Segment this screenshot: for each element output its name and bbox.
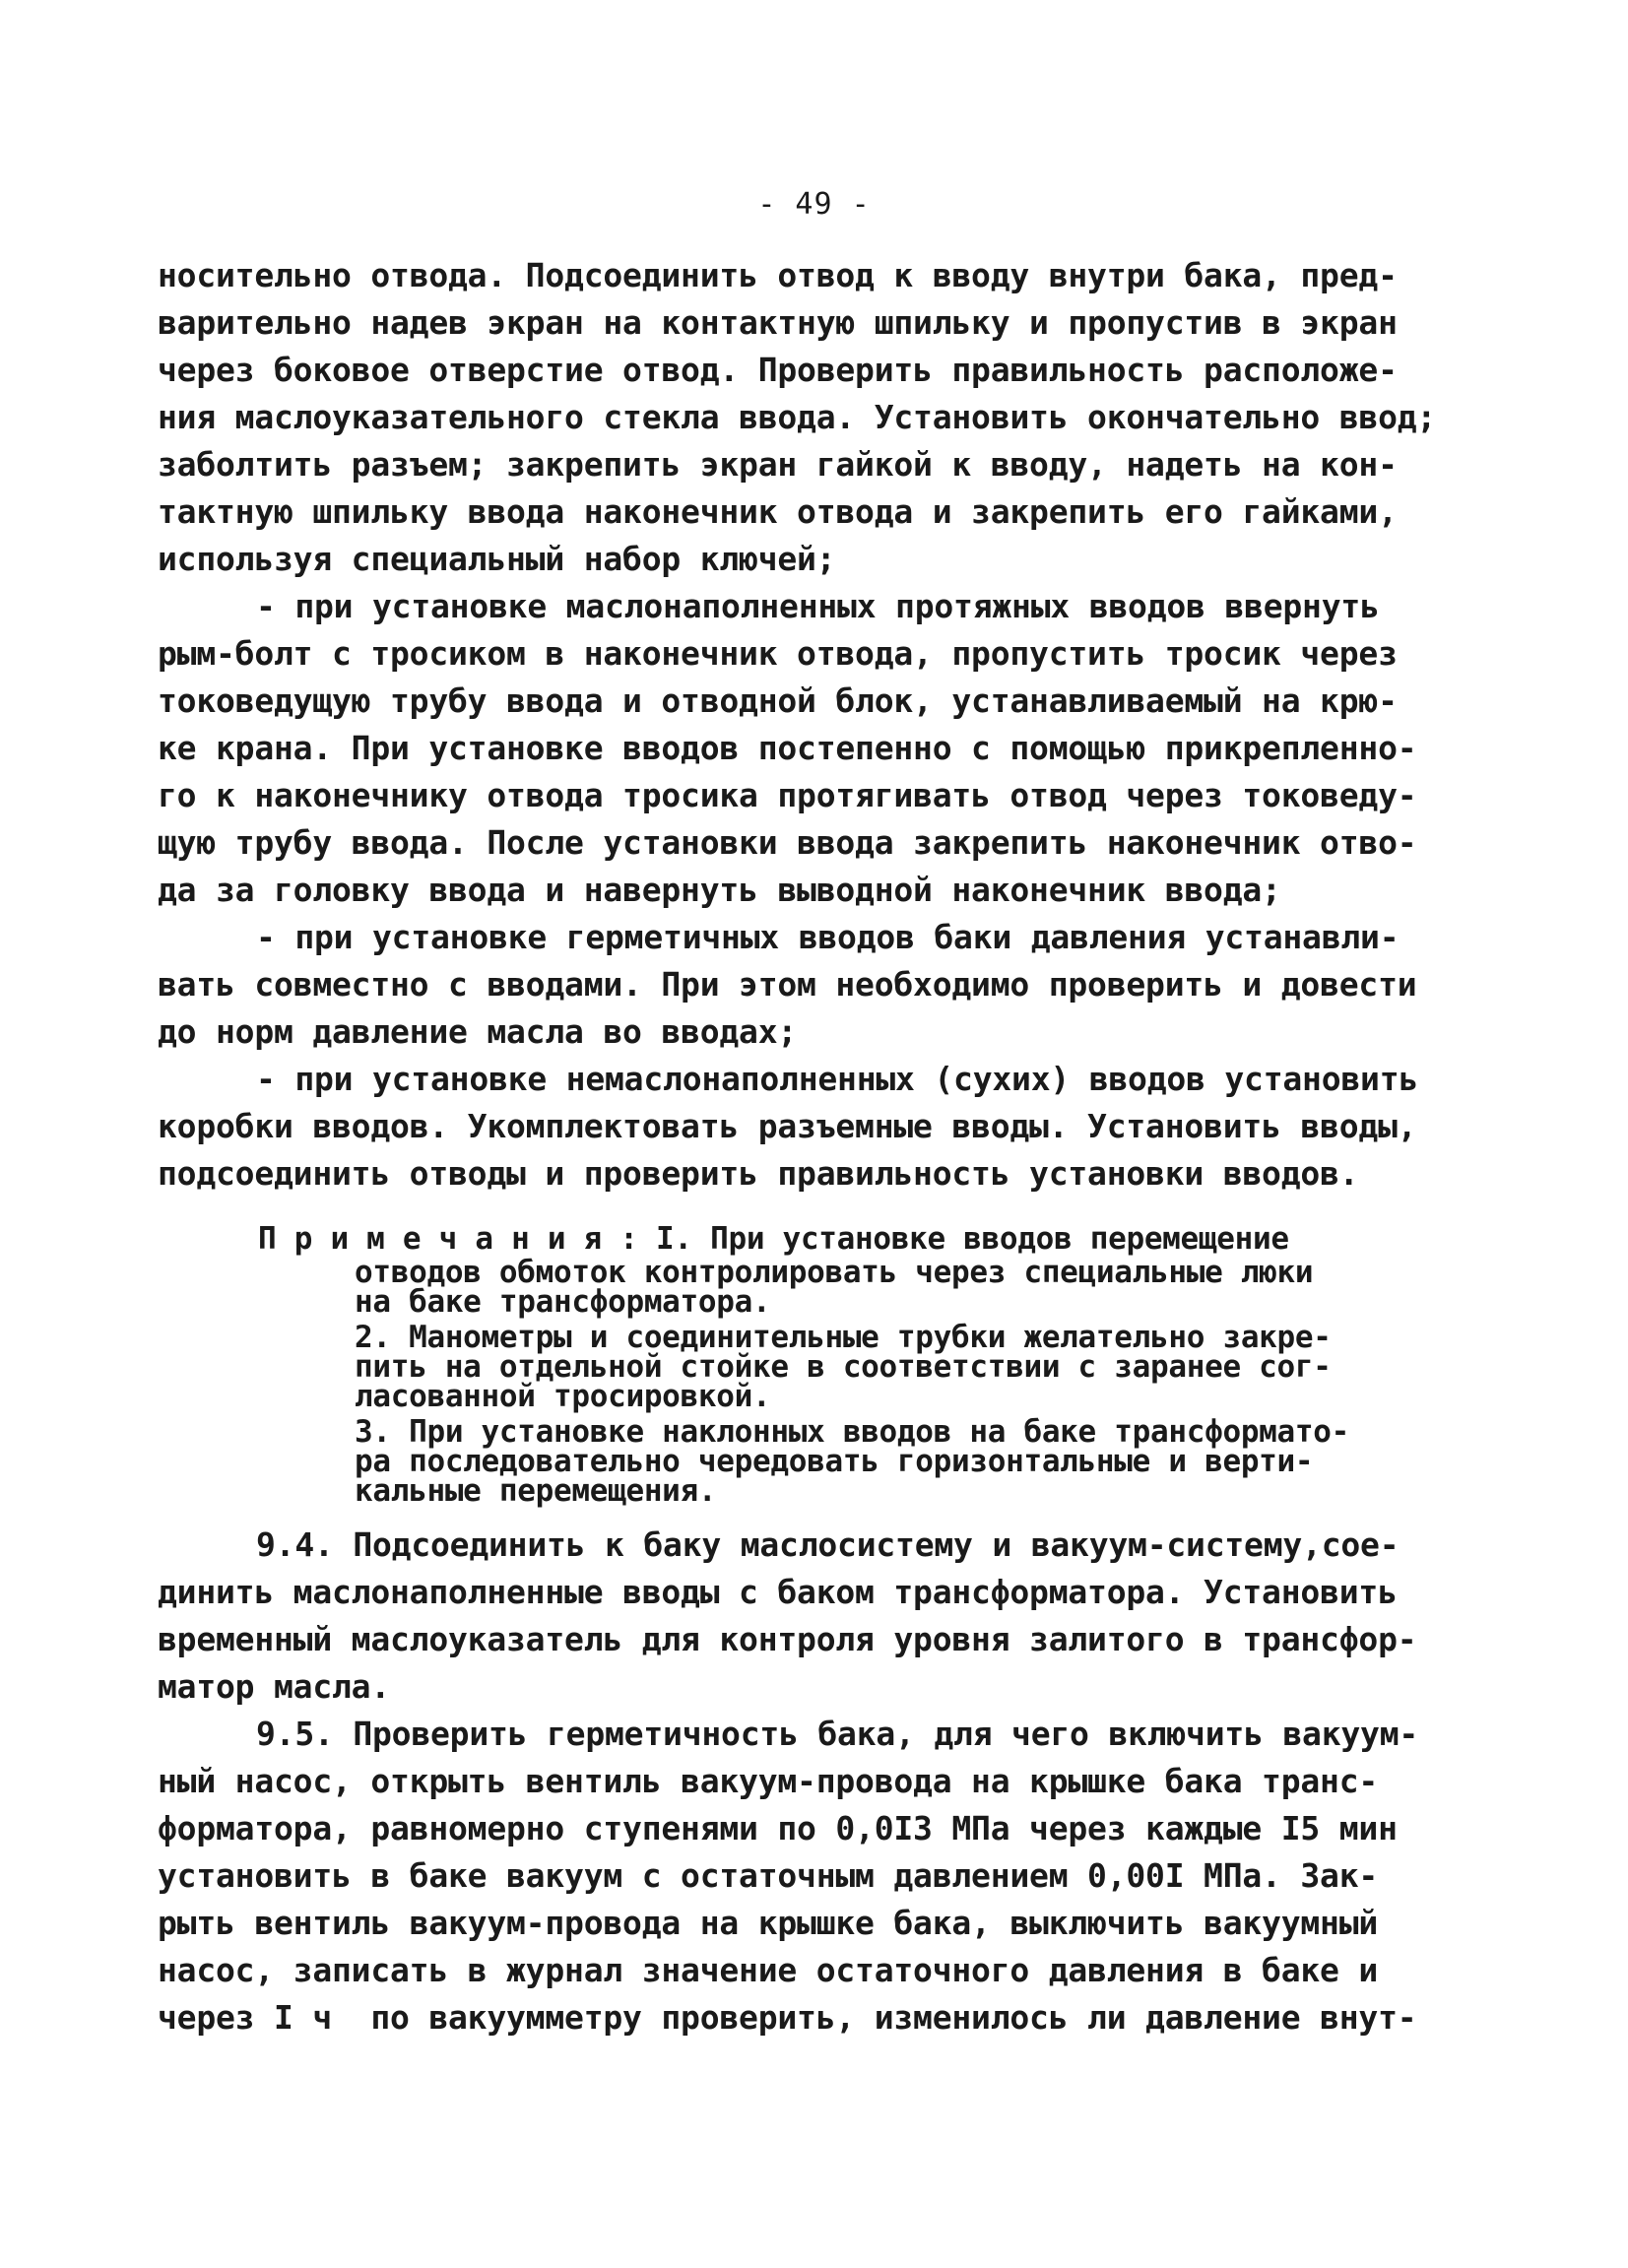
page-number: - 49 - — [757, 187, 871, 222]
text-line: динить маслонаполненные вводы с баком трансформатора. Установить — [158, 1573, 1398, 1611]
note-line: 3. При установке наклонных вводов на баке трансформато- — [355, 1414, 1349, 1450]
notes-block — [258, 1221, 1479, 1509]
text-line: вать совместно с вводами. При этом необходимо проверить и довести — [158, 965, 1417, 1004]
text-line: заболтить разъем; закрепить экран гайкой к вводу, надеть на кон- — [158, 445, 1398, 484]
text-line: варительно надев экран на контактную шпильку и пропустив в экран — [158, 303, 1398, 342]
body-text-block-1 — [158, 252, 1458, 1198]
note-line: на баке трансформатора. — [355, 1284, 771, 1320]
note-line: ласованной тросировкой. — [355, 1379, 771, 1414]
text-line: рым-болт с тросиком в наконечник отвода, пропустить тросик через — [158, 634, 1398, 673]
text-line: через I ч по вакуумметру проверить, изменилось ли давление внут- — [158, 1998, 1417, 2037]
text-line: носительно отвода. Подсоединить отвод к вводу внутри бака, пред- — [158, 256, 1398, 294]
note-line: кальные перемещения. — [355, 1473, 717, 1509]
text-line: ный насос, открыть вентиль вакуум-провода на крышке бака транс- — [158, 1762, 1379, 1800]
text-line: до норм давление масла во вводах; — [158, 1012, 798, 1051]
note-line: отводов обмоток контролировать через специальные люки — [355, 1255, 1314, 1290]
text-line: 9.4. Подсоединить к баку маслосистему и вакуум-систему,сое- — [256, 1525, 1400, 1564]
text-line: щую трубу ввода. После установки ввода закрепить наконечник отво- — [158, 823, 1417, 862]
text-line: насос, записать в журнал значение остаточного давления в баке и — [158, 1951, 1379, 1989]
text-line: токоведущую трубу ввода и отводной блок, устанавливаемый на крю- — [158, 681, 1398, 720]
text-line: подсоединить отводы и проверить правильность установки вводов. — [158, 1154, 1359, 1193]
text-line: форматора, равномерно ступенями по 0,0I3 МПа через каждые I5 мин — [158, 1809, 1398, 1847]
text-line: через боковое отверстие отвод. Проверить правильность расположе- — [158, 351, 1398, 389]
text-line: - при установке герметичных вводов баки давления устанавли- — [256, 918, 1400, 956]
text-line: - при установке немаслонаполненных (сухих) вводов установить — [256, 1060, 1419, 1098]
note-line: 2. Манометры и соединительные трубки желательно закре- — [355, 1320, 1332, 1355]
text-line: ке крана. При установке вводов постепенно с помощью прикрепленно- — [158, 729, 1417, 767]
text-line: коробки вводов. Укомплектовать разъемные вводы. Установить вводы, — [158, 1107, 1417, 1145]
text-line: тактную шпильку ввода наконечник отвода и закрепить его гайками, — [158, 492, 1398, 531]
note-line: ра последовательно чередовать горизонтальные и верти- — [355, 1444, 1314, 1479]
body-text-block-2 — [158, 1522, 1458, 2041]
text-line: 9.5. Проверить герметичность бака, для чего включить вакуум- — [256, 1715, 1419, 1753]
text-line: матор масла. — [158, 1667, 391, 1706]
text-line: - при установке маслонаполненных протяжных вводов ввернуть — [256, 587, 1380, 625]
text-line: го к наконечнику отвода тросика протягивать отвод через токоведу- — [158, 776, 1417, 814]
text-line: да за головку ввода и навернуть выводной наконечник ввода; — [158, 871, 1281, 909]
notes-heading: П р и м е ч а н и я : I. При установке вводов перемещение — [258, 1221, 1289, 1257]
text-line: используя специальный набор ключей; — [158, 540, 836, 578]
text-line: временный маслоуказатель для контроля уровня залитого в трансфор- — [158, 1620, 1417, 1658]
note-line: пить на отдельной стойке в соответствии с заранее сог- — [355, 1349, 1332, 1385]
text-line: ния маслоуказательного стекла ввода. Установить окончательно ввод; — [158, 398, 1437, 436]
text-line: установить в баке вакуум с остаточным давлением 0,00I МПа. Зак- — [158, 1856, 1379, 1895]
text-line: рыть вентиль вакуум-провода на крышке бака, выключить вакуумный — [158, 1904, 1379, 1942]
